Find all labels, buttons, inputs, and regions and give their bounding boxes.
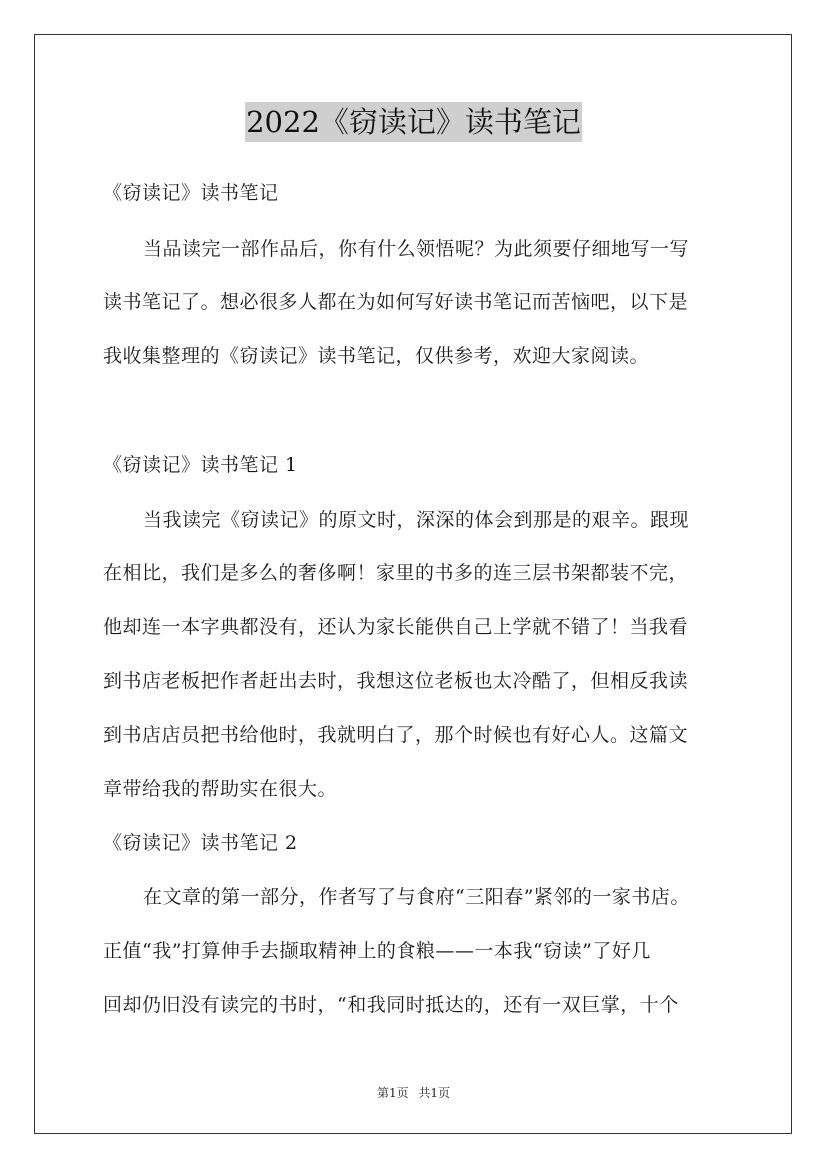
section-heading-1: 《窃读记》读书笔记 1 xyxy=(103,454,298,476)
paragraph-line: 在相比，我们是多么的奢侈啊！家里的书多的连三层书架都装不完， xyxy=(103,562,689,584)
intro-heading: 《窃读记》读书笔记 xyxy=(103,182,279,204)
title-container xyxy=(0,102,827,142)
paragraph-line: 我收集整理的《窃读记》读书笔记，仅供参考，欢迎大家阅读。 xyxy=(103,345,650,367)
paragraph-line: 当我读完《窃读记》的原文时，深深的体会到那是的艰辛。跟现 xyxy=(143,509,690,531)
section-heading-2: 《窃读记》读书笔记 2 xyxy=(103,832,298,854)
paragraph-line: 章带给我的帮助实在很大。 xyxy=(103,778,338,800)
paragraph-line: 读书笔记了。想必很多人都在为如何写好读书笔记而苦恼吧，以下是 xyxy=(103,291,689,313)
paragraph-line: 在文章的第一部分，作者写了与食府“三阳春”紧邻的一家书店。 xyxy=(143,886,690,908)
paragraph-line: 到书店老板把作者赶出去时，我想这位老板也太冷酷了，但相反我读 xyxy=(103,670,689,692)
page-number: 第1页 xyxy=(376,1086,409,1100)
paragraph-line: 他却连一本字典都没有，还认为家长能供自己上学就不错了！当我看 xyxy=(103,616,689,638)
page-footer xyxy=(0,1085,827,1101)
paragraph-line: 当品读完一部作品后，你有什么领悟呢？为此须要仔细地写一写 xyxy=(143,238,690,260)
document-title: 2022《窃读记》读书笔记 xyxy=(245,102,582,142)
paragraph-line: 回却仍旧没有读完的书时，“和我同时抵达的，还有一双巨掌，十个 xyxy=(103,994,679,1016)
paragraph-line: 正值“我”打算伸手去撷取精神上的食粮——一本我“窃读”了好几 xyxy=(103,940,651,962)
paragraph-line: 到书店店员把书给他时，我就明白了，那个时候也有好心人。这篇文 xyxy=(103,724,689,746)
page-total: 共1页 xyxy=(418,1086,451,1100)
